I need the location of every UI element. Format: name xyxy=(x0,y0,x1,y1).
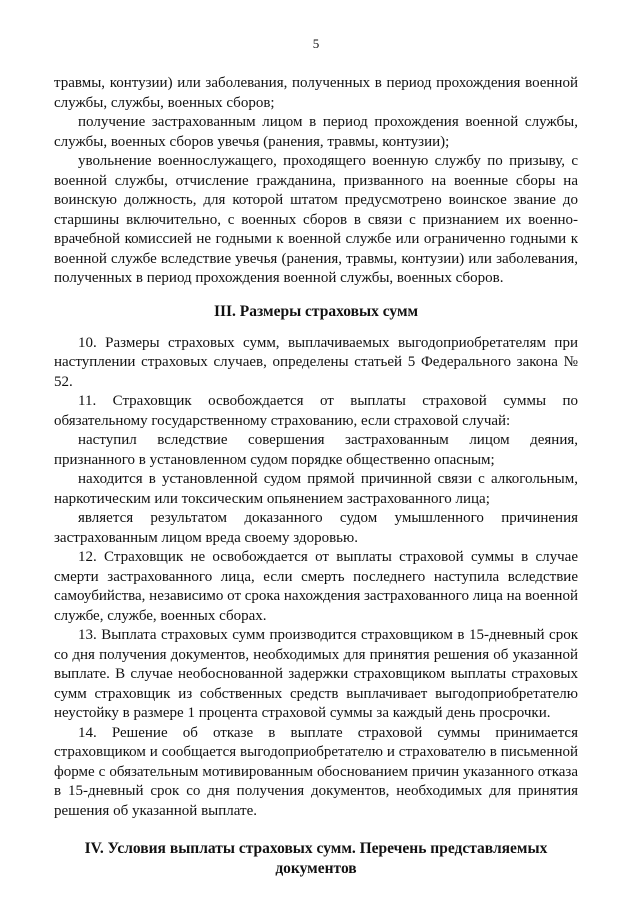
section-4-heading-line-2: документов xyxy=(275,860,357,877)
paragraph-11-item-3: является результатом доказанного судом умышленного причинения застрахованным лицом вреда своему здоровью. xyxy=(54,510,578,546)
paragraph-13: 13. Выплата страховых сумм производится страховщиком в 15-дневный срок со дня получения документов, необходимых для принятия решения об указанной выплате. В случае необоснованной задержки страховщиком выплаты страховых сумм страховщик из собственных средств выплачивает выгодоприобретателю неустойку в размере 1 процента страховой суммы за каждый день просрочки. xyxy=(54,627,578,721)
page-number: 5 xyxy=(312,36,320,51)
paragraph-11-item-1: наступил вследствие совершения застрахованным лицом деяния, признанного в установленном судом порядке общественно опасным; xyxy=(54,432,578,468)
paragraph-11-item-2: находится в установленной судом прямой причинной связи с алкогольным, наркотическим или токсическим опьянением застрахованного лица; xyxy=(54,471,578,507)
paragraph-insured-injury: получение застрахованным лицом в период прохождения военной службы, службы, военных сборов увечья (ранения, травмы, контузии); xyxy=(54,114,578,150)
paragraph-discharge: увольнение военнослужащего, проходящего военную службу по призыву, с военной службы, отчисление гражданина, призванного на военные сборы на воинскую должность, для которой штатом предусмотрено воинское звание до старшины включительно, с военных сборов в связи с признанием их военно-врачебной комиссией не годными к военной службе или ограниченно годными к военной службе вследствие увечья (ранения, травмы, контузии) или заболевания, полученных в период прохождения военной службы, военных сборов. xyxy=(54,153,578,286)
section-4-heading xyxy=(54,839,578,879)
paragraph-12: 12. Страховщик не освобождается от выплаты страховой суммы в случае смерти застрахованного лица, если смерть последнего наступила вследствие самоубийства, независимо от срока нахождения застрахованного лица на военной службе, службе, военных сборах. xyxy=(54,549,578,624)
paragraph-11: 11. Страховщик освобождается от выплаты страховой суммы по обязательному государственному страхованию, если страховой случай: xyxy=(54,393,578,429)
paragraph-continuation: травмы, контузии) или заболевания, полученных в период прохождения военной службы, службы, военных сборов; xyxy=(54,75,578,111)
paragraph-14: 14. Решение об отказе в выплате страховой суммы принимается страховщиком и сообщается выгодоприобретателю и страхователю в письменной форме с обязательным мотивированным обоснованием причин указанного отказа в 15-дневный срок со дня получения документов, необходимых для принятия решения об указанной выплате. xyxy=(54,724,578,819)
paragraph-10: 10. Размеры страховых сумм, выплачиваемых выгодоприобретателям при наступлении страховых случаев, определены статьей 5 Федерального закона № 52. xyxy=(54,334,578,390)
section-4-heading-line-1: IV. Условия выплаты страховых сумм. Перечень представляемых xyxy=(84,840,548,857)
section-3-heading: III. Размеры страховых сумм xyxy=(213,302,419,320)
